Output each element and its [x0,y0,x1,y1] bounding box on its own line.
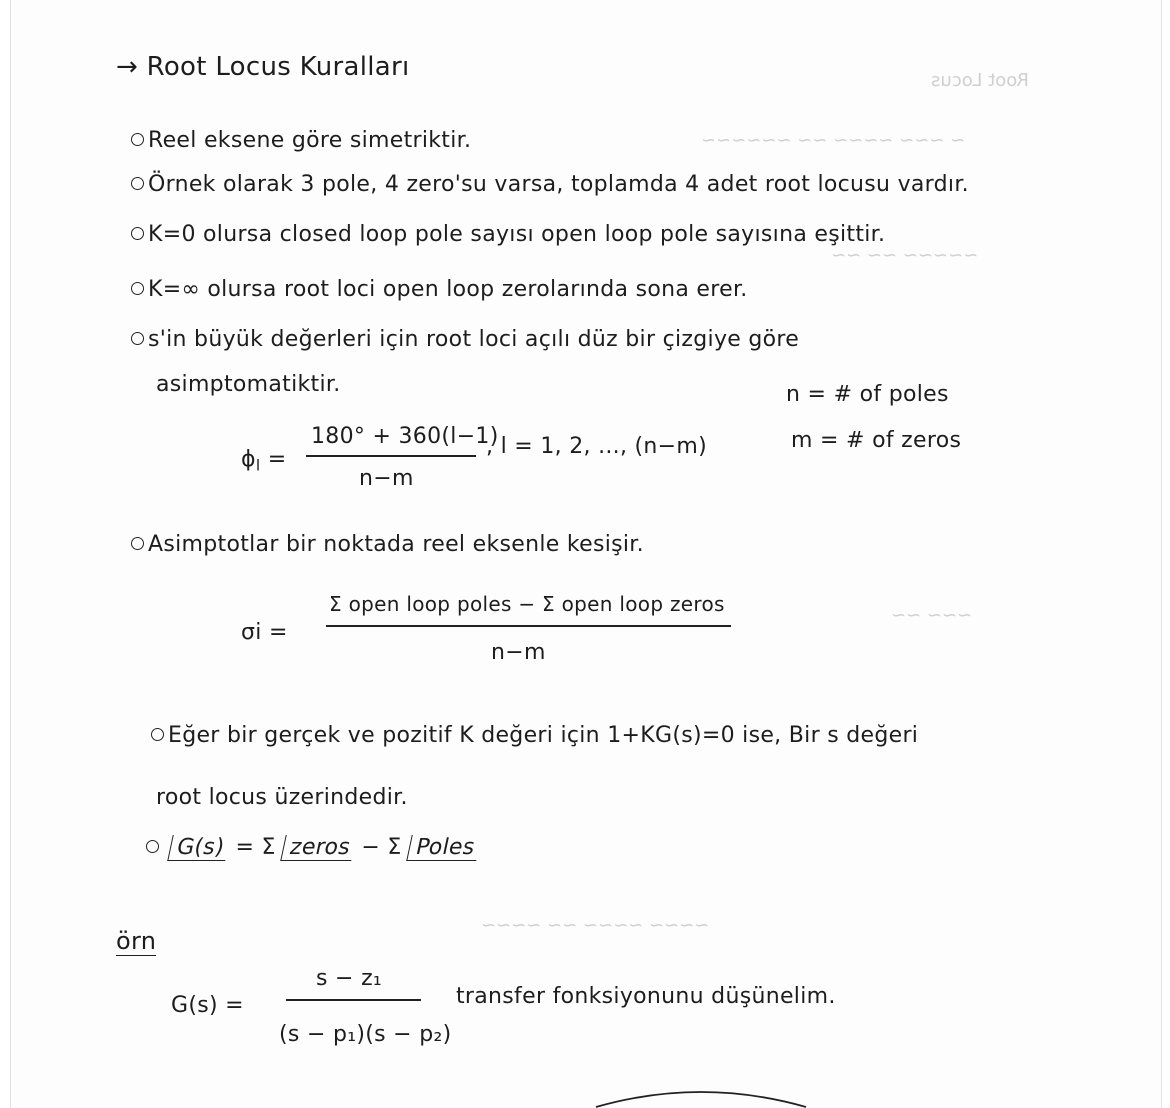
phi-denominator: n−m [359,466,414,491]
rule-symmetric: Reel eksene göre simetriktir. [131,128,471,153]
sigma-lhs: σi = [241,620,288,645]
phi-numerator: 180° + 360(l−1) [311,424,499,449]
angle-poles: Poles [406,835,481,861]
angle-g: G(s) [168,835,231,861]
sigma-denominator: n−m [491,640,546,665]
example-label: örn [116,927,157,955]
bleed-through-text: ~~~~ ~~~~ ~~ ~~~~ [481,915,710,936]
rule-condition: Eğer bir gerçek ve pozitif K değeri için 1+KG(s)=0 ise, Bir s değeri [151,723,918,748]
example-lhs: G(s) = [171,993,244,1018]
bullet-icon [131,177,144,190]
sigma-fraction-bar [326,625,731,627]
bullet-icon [131,133,144,146]
example-denominator: (s − p₁)(s − p₂) [279,1022,452,1047]
bullet-icon [131,537,144,550]
bullet-icon [151,728,164,741]
notebook-page [10,0,1162,1108]
partial-curve [591,1085,811,1108]
bullet-icon [131,332,144,345]
rule-branch-count: Örnek olarak 3 pole, 4 zero'su varsa, toplamda 4 adet root locusu vardır. [131,172,969,197]
sigma-numerator: Σ open loop poles − Σ open loop zeros [329,592,725,616]
definition-n: n = # of poles [786,382,949,407]
bleed-through-text: ~~~~~ ~~ ~~ [831,245,979,266]
bullet-icon [146,840,159,853]
rule-angle: G(s) = Σ zeros − Σ Poles [146,835,478,861]
example-fraction-bar [286,999,421,1001]
bullet-icon [131,227,144,240]
angle-zeros: zeros [280,835,357,861]
bleed-through-text: Root Locus [931,70,1029,91]
rule-condition-cont: root locus üzerindedir. [156,785,408,810]
phi-fraction-bar [306,455,476,457]
page-title: → Root Locus Kuralları [116,52,410,82]
example-text: transfer fonksiyonunu düşünelim. [456,984,836,1009]
phi-condition: , l = 1, 2, ..., (n−m) [486,434,708,459]
phi-lhs: $\phi_l$ = [241,447,287,475]
rule-large-s-cont: asimptomatiktir. [156,372,341,397]
rule-k-infinity: K=∞ olursa root loci open loop zerolarında sona erer. [131,277,748,302]
definition-m: m = # of zeros [791,428,962,453]
bullet-icon [131,282,144,295]
bleed-through-text: ~~~ ~~ [891,605,973,626]
rule-k-zero: K=0 olursa closed loop pole sayısı open loop pole sayısına eşittir. [131,222,885,247]
rule-large-s: s'in büyük değerleri için root loci açılı düz bir çizgiye göre [131,327,799,352]
bleed-through-text: ~ ~~~ ~~~~ ~~ ~~~~~~ [701,130,966,151]
example-numerator: s − z₁ [316,966,383,991]
rule-asymptotes: Asimptotlar bir noktada reel eksenle kesişir. [131,532,644,557]
